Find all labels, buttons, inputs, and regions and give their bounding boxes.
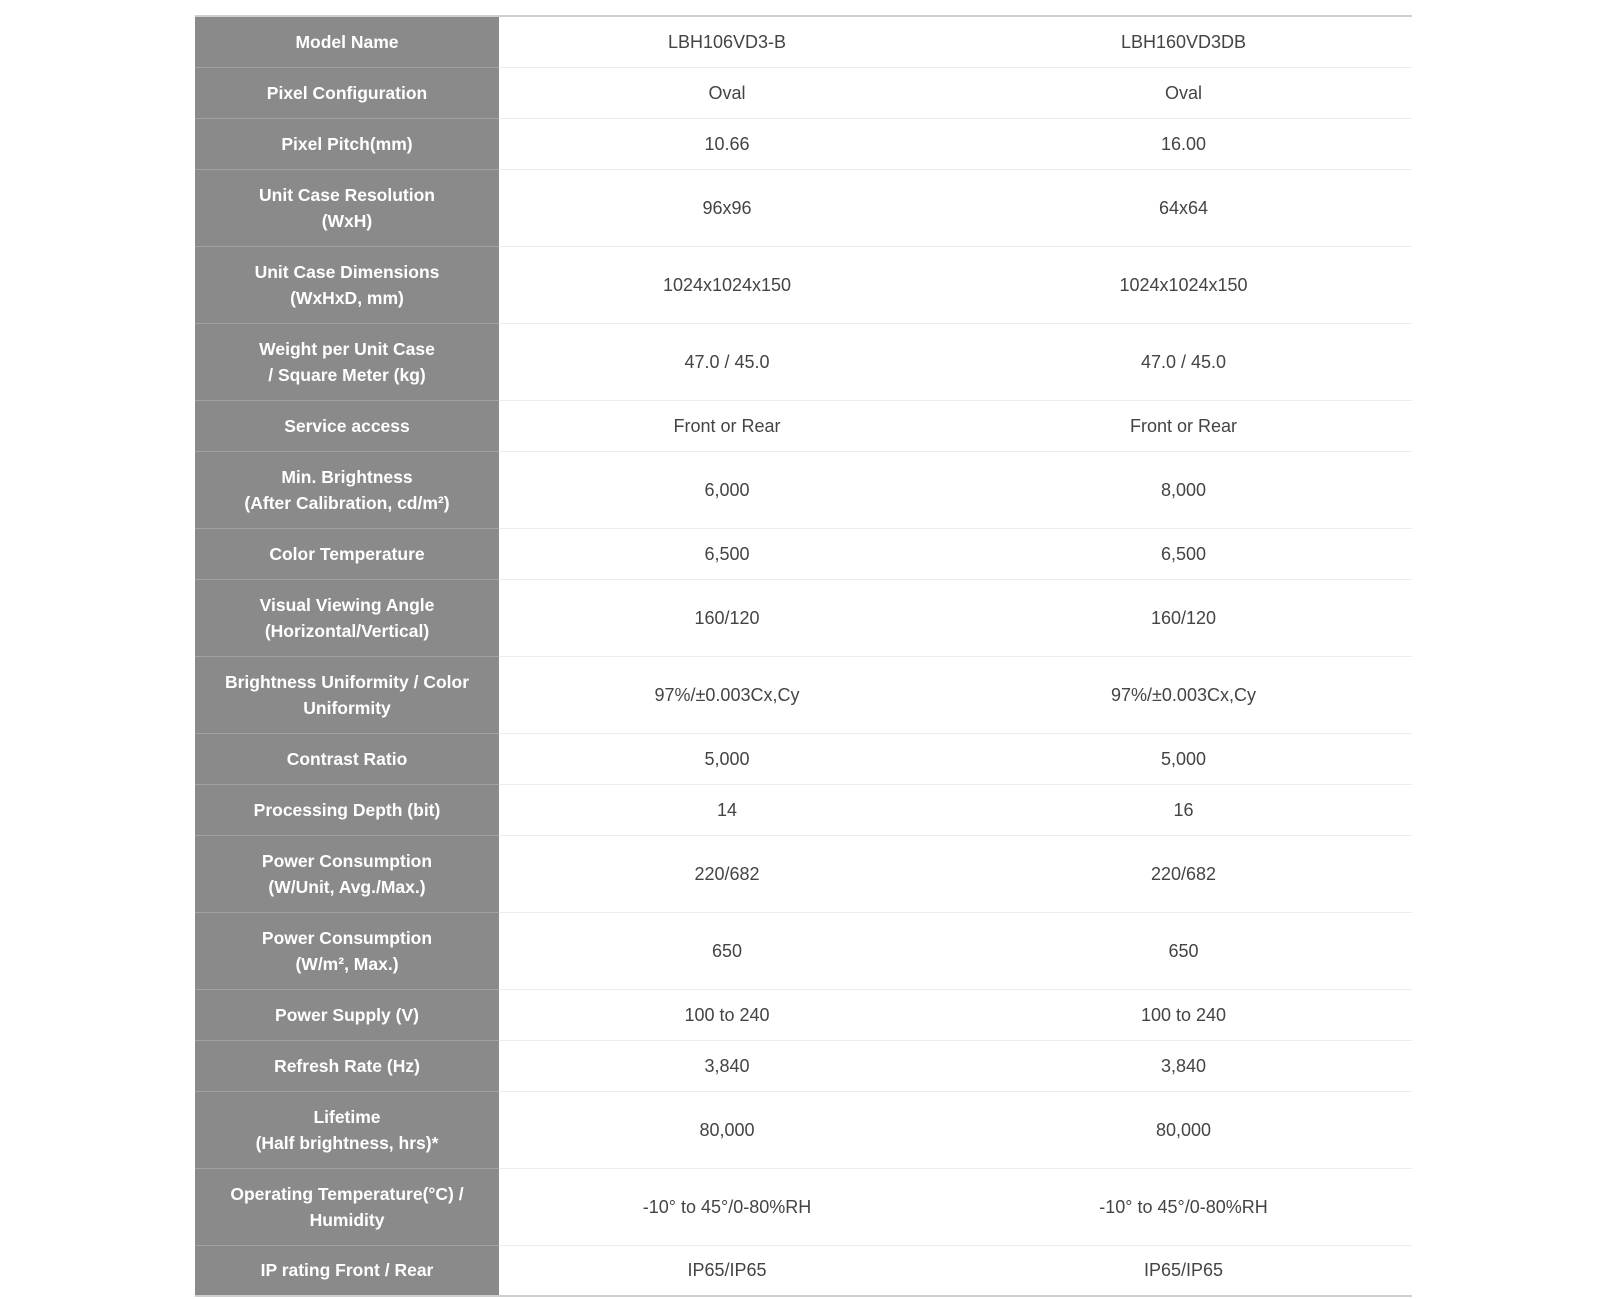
row-value: IP65/IP65: [687, 1260, 767, 1281]
row-label: Pixel Configuration: [195, 67, 499, 118]
row-value: 5,000: [955, 733, 1412, 784]
table-row: [195, 246, 1412, 323]
row-label: Pixel Pitch(mm): [195, 118, 499, 169]
row-value: 6,500: [499, 528, 955, 579]
row-label: Visual Viewing Angle (Horizontal/Vertical): [195, 579, 499, 656]
row-label: Unit Case Dimensions (WxHxD, mm): [195, 246, 499, 323]
row-label: IP rating Front / Rear: [195, 1245, 499, 1296]
row-value: 47.0 / 45.0: [955, 323, 1412, 400]
row-value: 96x96: [499, 169, 955, 246]
row-value: 80,000: [955, 1091, 1412, 1168]
table-row: [195, 579, 1412, 656]
table-row: [195, 1245, 1412, 1296]
row-value: 10.66: [499, 118, 955, 169]
table-row: [195, 451, 1412, 528]
table-row: [195, 784, 1412, 835]
row-value: 14: [499, 784, 955, 835]
row-value: 100 to 240: [499, 989, 955, 1040]
row-value: -10° to 45°/0-80%RH: [499, 1168, 955, 1245]
row-value: Front or Rear: [499, 400, 955, 451]
row-label: Processing Depth (bit): [195, 784, 499, 835]
row-value: 8,000: [955, 451, 1412, 528]
row-value: IP65/IP65: [1143, 1260, 1224, 1281]
table-row: [195, 1040, 1412, 1091]
table-row: [195, 16, 1412, 67]
row-value: 80,000: [499, 1091, 955, 1168]
table-row: [195, 989, 1412, 1040]
row-value: Oval: [499, 67, 955, 118]
row-value: 16: [955, 784, 1412, 835]
row-value: -10° to 45°/0-80%RH: [955, 1168, 1412, 1245]
row-label: Weight per Unit Case / Square Meter (kg): [195, 323, 499, 400]
row-label: Service access: [195, 400, 499, 451]
row-value: 1024x1024x150: [955, 246, 1412, 323]
specification-table: [195, 15, 1412, 1297]
row-value: 100 to 240: [955, 989, 1412, 1040]
row-value: 220/682: [499, 835, 955, 912]
row-label: Power Supply (V): [195, 989, 499, 1040]
row-value: 160/120: [499, 579, 955, 656]
table-row: [195, 118, 1412, 169]
row-value: 650: [499, 912, 955, 989]
row-value: 1024x1024x150: [499, 246, 955, 323]
row-label: Contrast Ratio: [195, 733, 499, 784]
row-label: Operating Temperature(°C) / Humidity: [195, 1168, 499, 1245]
table-row: [195, 912, 1412, 989]
row-value: Oval: [955, 67, 1412, 118]
row-label: Brightness Uniformity / Color Uniformity: [195, 656, 499, 733]
row-value: 3,840: [955, 1040, 1412, 1091]
row-value: 5,000: [499, 733, 955, 784]
row-label: Power Consumption (W/m², Max.): [195, 912, 499, 989]
row-value: Front or Rear: [955, 400, 1412, 451]
row-value: 160/120: [955, 579, 1412, 656]
row-value: 16.00: [955, 118, 1412, 169]
row-value: 650: [955, 912, 1412, 989]
table-row: [195, 656, 1412, 733]
row-value: 3,840: [499, 1040, 955, 1091]
row-label: Min. Brightness (After Calibration, cd/m²): [195, 451, 499, 528]
row-value: 64x64: [955, 169, 1412, 246]
row-value: 220/682: [955, 835, 1412, 912]
table-row: [195, 400, 1412, 451]
row-value: 47.0 / 45.0: [499, 323, 955, 400]
row-label: Lifetime (Half brightness, hrs)*: [195, 1091, 499, 1168]
table-row: [195, 733, 1412, 784]
row-label: Unit Case Resolution (WxH): [195, 169, 499, 246]
table-row: [195, 67, 1412, 118]
table-row: [195, 1168, 1412, 1245]
row-value: LBH160VD3DB: [955, 16, 1412, 67]
table-row: [195, 1091, 1412, 1168]
row-value: 6,000: [499, 451, 955, 528]
table-row: [195, 528, 1412, 579]
row-value: 6,500: [955, 528, 1412, 579]
row-value: LBH106VD3-B: [499, 16, 955, 67]
row-value: 97%/±0.003Cx,Cy: [955, 656, 1412, 733]
table-row: [195, 323, 1412, 400]
table-row: [195, 835, 1412, 912]
row-value: 97%/±0.003Cx,Cy: [499, 656, 955, 733]
row-label: Model Name: [195, 16, 499, 67]
row-label: Color Temperature: [195, 528, 499, 579]
row-label: Power Consumption (W/Unit, Avg./Max.): [195, 835, 499, 912]
table-row: [195, 169, 1412, 246]
row-label: Refresh Rate (Hz): [195, 1040, 499, 1091]
